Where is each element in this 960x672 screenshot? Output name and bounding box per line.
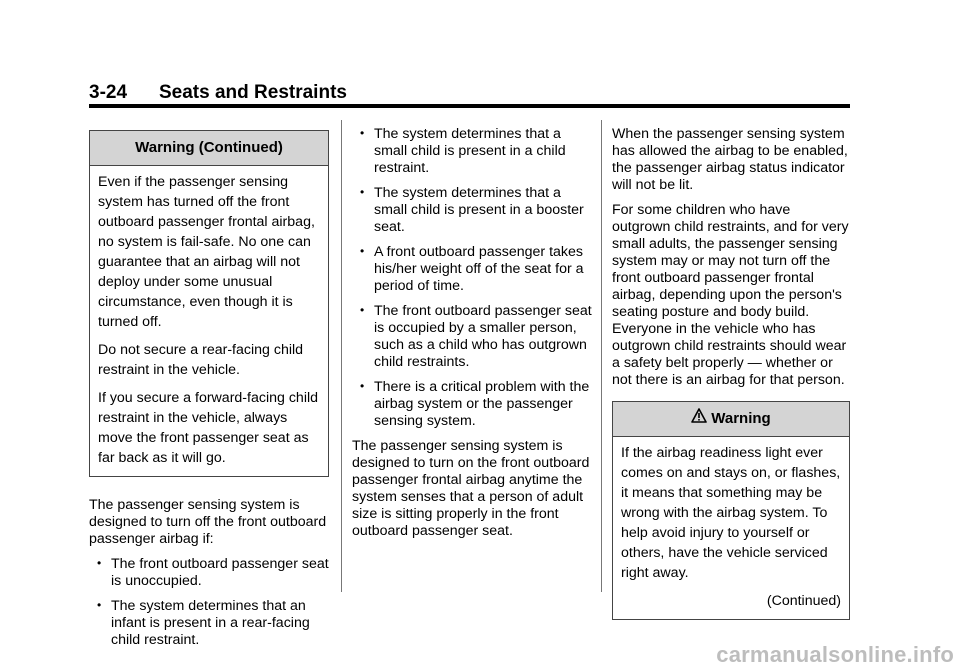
bullet-list [352,126,592,430]
warning-continued-title: Warning (Continued) [90,131,328,166]
list-item: • The system determines that a small child is present in a child restraint. [352,126,592,177]
bullet-list [89,556,329,649]
warning-triangle-icon [691,402,707,436]
warning-text: If the airbag readiness light ever comes on and stays on, or flashes, it means that something may be wrong with the airbag system. To help avoid injury to yourself or others, have the vehicle serviced right away. [621,445,841,581]
body-paragraph: When the passenger sensing system has allowed the airbag to be enabled, the passenger airbag status indicator will not be lit. [612,126,848,193]
list-item: • The front outboard passenger seat is unoccupied. [89,556,329,590]
list-item: • The front outboard passenger seat is occupied by a smaller person, such as a child who has outgrown child restraints. [352,303,592,371]
warning-header [613,402,849,437]
warning-paragraph: Do not secure a rear-facing child restraint in the vehicle. [98,342,304,378]
page-header [89,80,850,108]
list-item: • The system determines that a small child is present in a booster seat. [352,185,592,236]
list-item: • There is a critical problem with the airbag system or the passenger sensing system. [352,379,592,430]
column-left [89,130,329,657]
watermark: carmanualsonline.info [716,642,954,667]
page-number: 3-24 [89,82,128,103]
column-divider-left [341,120,342,592]
list-item: • A front outboard passenger takes his/her weight off of the seat for a period of time. [352,244,592,295]
intro-paragraph: The passenger sensing system is designed to turn off the front outboard passenger airbag if: [89,497,327,547]
body-paragraph: For some children who have outgrown child restraints, and for very small adults, the passenger sensing system may or may not turn off the front outboard passenger frontal airbag, depending upon the person's seating posture and body build. Everyone in the vehicle who has outgrown child restraints should wear a safety belt properly — whether or not there is an airbag for that person. [612,202,849,388]
column-right [612,126,850,620]
list-item: • The system determines that an infant is present in a rear-facing child restraint. [89,598,329,649]
column-middle [352,126,592,548]
continued-label: (Continued) [766,593,841,609]
warning-paragraph: If you secure a forward-facing child restraint in the vehicle, always move the front passenger seat as far back as it will go. [98,390,319,466]
warning-title: Warning [711,410,771,427]
warning-continued-box [89,130,329,477]
section-title: Seats and Restraints [159,82,347,103]
column-divider-right [601,120,602,592]
body-paragraph: The passenger sensing system is designed to turn on the front outboard passenger frontal airbag anytime the system senses that a person of adult size is sitting properly in the front outboard passenger seat. [352,438,590,539]
warning-box [612,401,850,620]
warning-paragraph: Even if the passenger sensing system has turned off the front outboard passenger frontal airbag, no system is fail-safe. No one can guarantee that an airbag will not deploy under some unusual circumstance, even though it is turned off. [98,174,315,330]
